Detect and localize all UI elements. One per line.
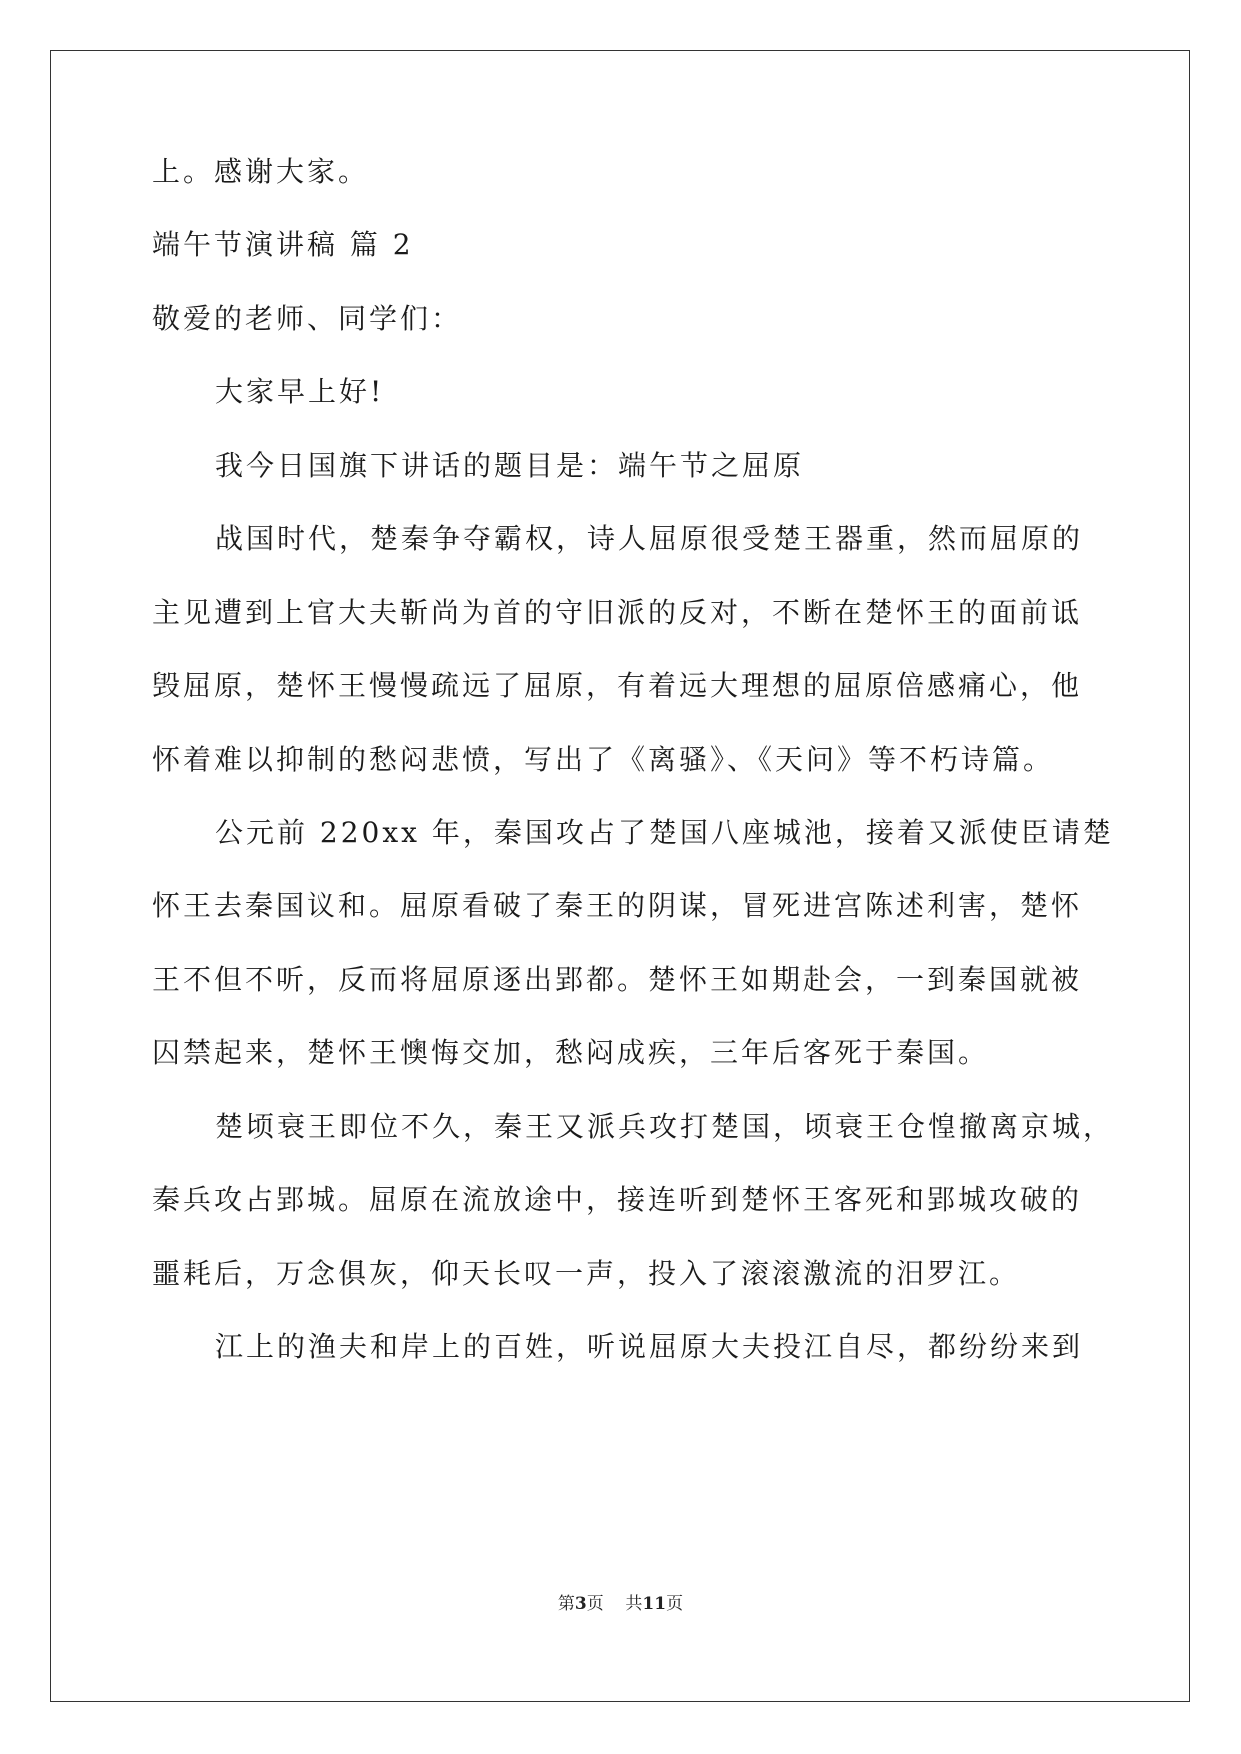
paragraph-line: 公元前 220xx 年，秦国攻占了楚国八座城池，接着又派使臣请楚	[215, 816, 1114, 849]
text-line: 上。感谢大家。	[152, 155, 370, 188]
paragraph-line: 主见遭到上官大夫靳尚为首的守旧派的反对，不断在楚怀王的面前诋	[152, 596, 1083, 629]
greeting: 大家早上好!	[215, 375, 385, 408]
paragraph-line: 怀王去秦国议和。屈原看破了秦王的阴谋，冒死进宫陈述利害，楚怀	[152, 889, 1083, 922]
salutation: 敬爱的老师、同学们：	[152, 302, 463, 335]
paragraph-line: 怀着难以抑制的愁闷悲愤，写出了《离骚》、《天问》等不朽诗篇。	[152, 743, 1055, 776]
total-suffix: 页	[666, 1594, 684, 1614]
paragraph-line: 江上的渔夫和岸上的百姓，听说屈原大夫投江自尽，都纷纷来到	[215, 1330, 1084, 1363]
section-heading: 端午节演讲稿 篇 2	[152, 228, 414, 261]
page-border	[50, 50, 1190, 1702]
page-footer	[0, 1593, 1241, 1615]
page-suffix: 页	[586, 1594, 604, 1614]
total-prefix: 共	[625, 1594, 643, 1614]
speech-title-line: 我今日国旗下讲话的题目是：端午节之屈原	[215, 449, 805, 482]
page-number: 3	[574, 1594, 587, 1614]
paragraph-line: 囚禁起来，楚怀王懊悔交加，愁闷成疾，三年后客死于秦国。	[152, 1036, 990, 1069]
page-prefix: 第	[557, 1594, 575, 1614]
paragraph-line: 秦兵攻占郢城。屈原在流放途中，接连听到楚怀王客死和郢城攻破的	[152, 1183, 1083, 1216]
paragraph-line: 毁屈原，楚怀王慢慢疏远了屈原，有着远大理想的屈原倍感痛心，他	[152, 669, 1083, 702]
paragraph-line: 王不但不听，反而将屈原逐出郢都。楚怀王如期赴会，一到秦国就被	[152, 963, 1083, 996]
paragraph-line: 楚顷衰王即位不久，秦王又派兵攻打楚国，顷衰王仓惶撤离京城，	[215, 1110, 1115, 1143]
paragraph-line: 噩耗后，万念俱灰，仰天长叹一声，投入了滚滚激流的汨罗江。	[152, 1257, 1021, 1290]
paragraph-line: 战国时代，楚秦争夺霸权，诗人屈原很受楚王器重，然而屈原的	[215, 522, 1084, 555]
total-pages: 11	[642, 1594, 667, 1614]
